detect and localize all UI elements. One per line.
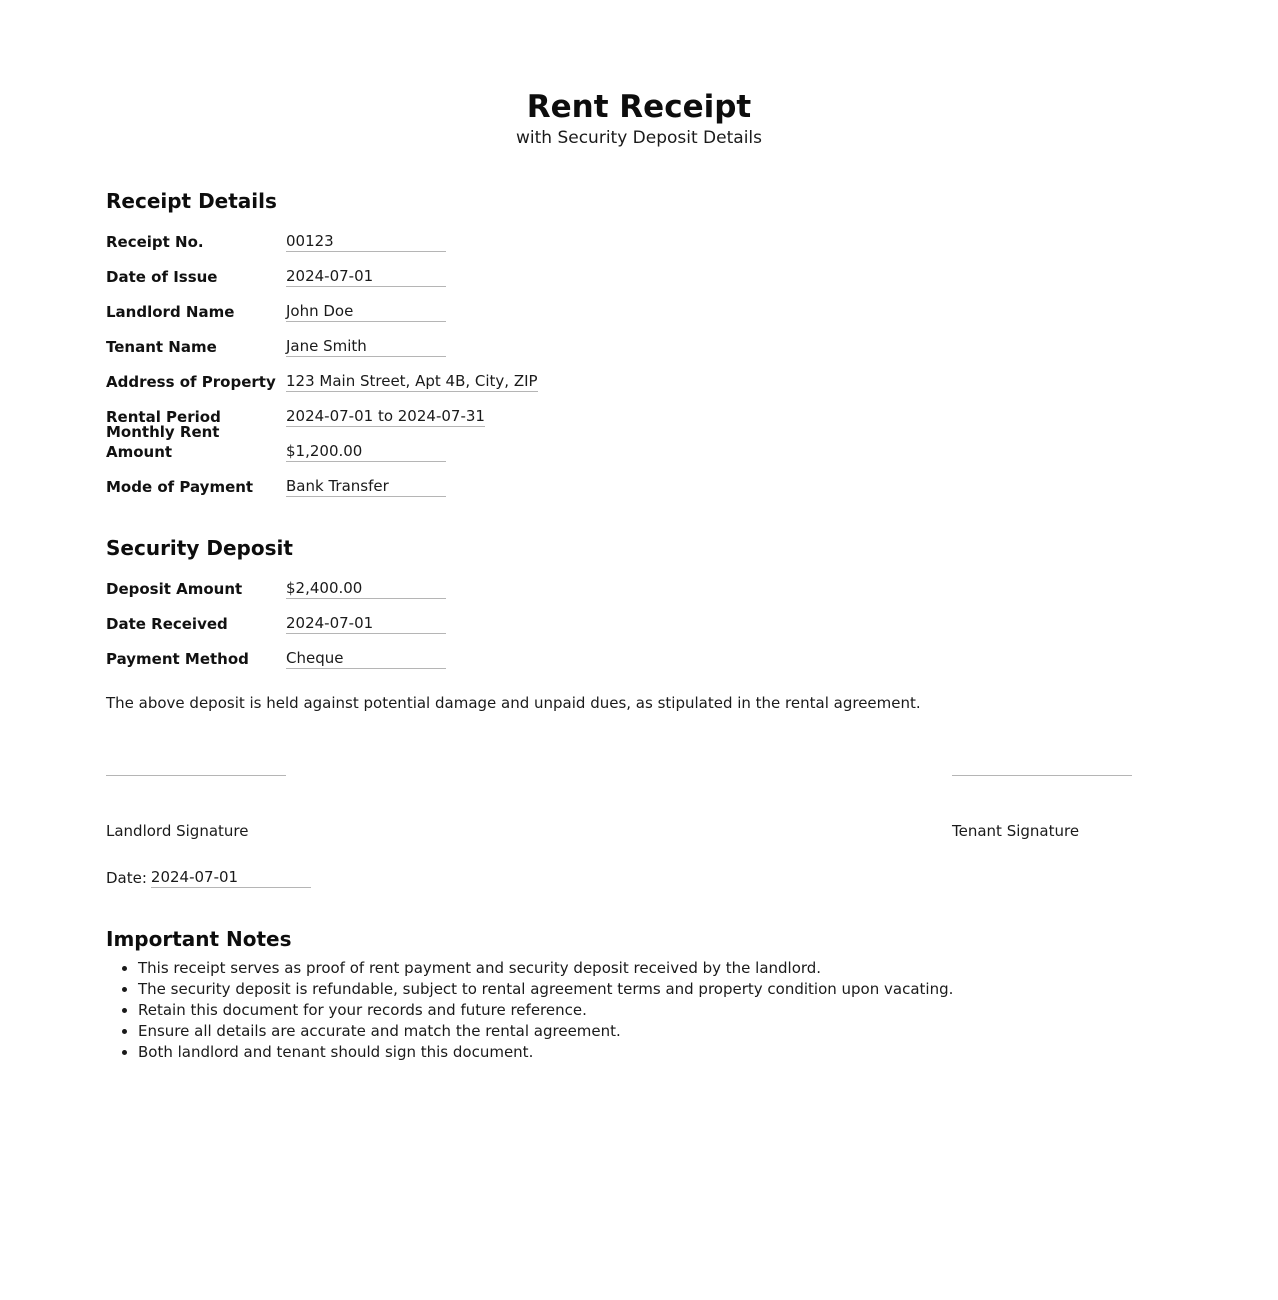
field-row-monthly-rent	[106, 423, 1136, 462]
field-label: Date of Issue	[106, 268, 218, 286]
monthly-rent-value: $1,200.00	[286, 442, 446, 462]
field-row-date-received	[106, 599, 1136, 634]
field-label: Monthly Rent Amount	[106, 423, 220, 461]
page-title: Rent Receipt	[526, 89, 752, 125]
deposit-amount-value: $2,400.00	[286, 579, 446, 599]
field-label: Receipt No.	[106, 233, 204, 251]
notes-list	[106, 958, 1136, 1063]
list-item: • The security deposit is refundable, subject to rental agreement terms and property condition upon vacating.	[138, 979, 1136, 1000]
important-notes-section	[106, 926, 1136, 1063]
date-label: Date:	[106, 869, 147, 887]
important-notes-heading: Important Notes	[106, 927, 292, 951]
field-row-address	[106, 357, 1136, 392]
rental-period-value: 2024-07-01 to 2024-07-31	[286, 407, 485, 425]
deposit-note: The above deposit is held against potential damage and unpaid dues, as stipulated in the rental agreement.	[106, 694, 921, 712]
list-item: • Ensure all details are accurate and match the rental agreement.	[138, 1021, 1136, 1042]
field-label: Date Received	[106, 615, 228, 633]
receipt-details-section	[106, 188, 1136, 497]
date-of-issue-value: 2024-07-01	[286, 267, 446, 287]
field-label: Rental Period	[106, 408, 221, 426]
landlord-name-value: John Doe	[286, 302, 446, 322]
field-label: Mode of Payment	[106, 478, 254, 496]
field-label: Payment Method	[106, 650, 249, 668]
field-label: Landlord Name	[106, 303, 235, 321]
field-row-tenant-name	[106, 322, 1136, 357]
field-label: Tenant Name	[106, 338, 217, 356]
field-row-date-of-issue	[106, 252, 1136, 287]
landlord-signature-line	[106, 775, 286, 776]
date-received-value: 2024-07-01	[286, 614, 446, 634]
field-label: Deposit Amount	[106, 580, 243, 598]
mode-of-payment-value: Bank Transfer	[286, 477, 446, 497]
field-row-payment-method	[106, 634, 1136, 669]
field-label: Address of Property	[106, 373, 276, 391]
field-row-landlord-name	[106, 287, 1136, 322]
tenant-name-value: Jane Smith	[286, 337, 446, 357]
signature-date-row	[106, 868, 311, 888]
field-row-receipt-no	[106, 217, 1136, 252]
receipt-no-value: 00123	[286, 232, 446, 252]
page-subtitle: with Security Deposit Details	[515, 128, 762, 148]
tenant-signature-label: Tenant Signature	[952, 822, 1080, 840]
landlord-signature-label: Landlord Signature	[106, 822, 249, 840]
security-deposit-heading: Security Deposit	[106, 536, 293, 560]
receipt-details-heading: Receipt Details	[106, 189, 277, 213]
tenant-signature-line	[952, 775, 1132, 776]
payment-method-value: Cheque	[286, 649, 446, 669]
list-item: • Retain this document for your records and future reference.	[138, 1000, 1136, 1021]
signature-date-value: 2024-07-01	[151, 868, 311, 888]
list-item: • This receipt serves as proof of rent payment and security deposit received by the landlord.	[138, 958, 1136, 979]
security-deposit-section	[106, 535, 1136, 713]
field-row-mode-of-payment	[106, 462, 1136, 497]
list-item: • Both landlord and tenant should sign this document.	[138, 1042, 1136, 1063]
address-value: 123 Main Street, Apt 4B, City, ZIP	[286, 372, 538, 390]
document-header	[0, 88, 1278, 150]
field-row-deposit-amount	[106, 564, 1136, 599]
